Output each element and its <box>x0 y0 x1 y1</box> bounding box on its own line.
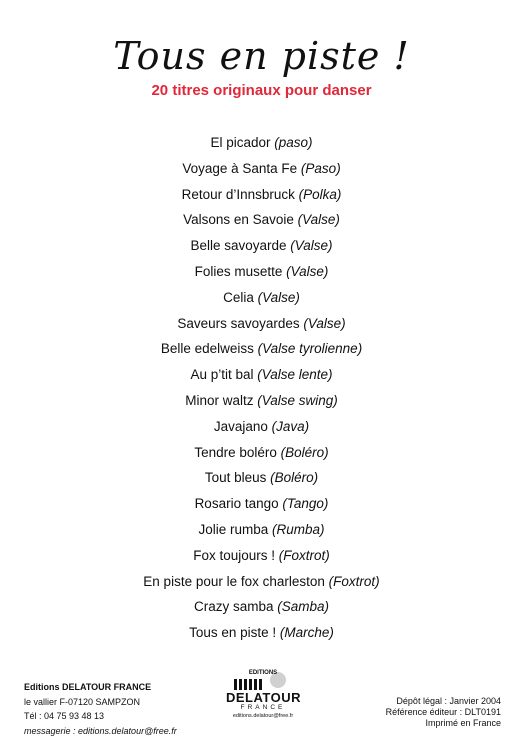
legal-depot: Dépôt légal : Janvier 2004 <box>396 696 501 706</box>
legal-reference: Référence éditeur : DLT0191 <box>385 707 501 717</box>
track-name: Saveurs savoyardes <box>177 315 300 331</box>
publisher-email: messagerie : editions.delatour@free.fr <box>24 725 177 736</box>
page-title: Tous en piste ! <box>113 34 410 78</box>
track-item <box>0 289 523 315</box>
track-name: Tendre boléro <box>194 444 277 460</box>
track-name: Minor waltz <box>185 392 254 408</box>
legal-block <box>386 696 501 729</box>
track-style: (Foxtrot) <box>328 573 380 589</box>
logo-email: editions.delatour@free.fr <box>232 713 294 719</box>
track-style: (Foxtrot) <box>278 547 330 563</box>
track-style: (Tango) <box>282 496 329 512</box>
track-name: Javajano <box>213 418 268 434</box>
track-name: Crazy samba <box>193 599 274 615</box>
track-name: Retour d’Innsbruck <box>181 186 295 202</box>
track-name: Tous en piste ! <box>189 625 277 641</box>
legal-printed: Imprimé en France <box>425 718 501 728</box>
track-name: Tout bleus <box>204 470 267 486</box>
track-style: (Boléro) <box>270 470 319 486</box>
track-style: (Java) <box>271 418 310 434</box>
track-style: (Valse) <box>303 315 346 331</box>
track-item <box>0 160 523 186</box>
track-item <box>0 237 523 263</box>
publisher-block <box>24 680 177 738</box>
track-item <box>0 211 523 237</box>
track-name: El picador <box>210 135 271 150</box>
track-item <box>0 469 523 495</box>
track-style: (Paso) <box>300 160 341 176</box>
track-name: Au p’tit bal <box>190 367 254 383</box>
track-item <box>0 134 523 160</box>
track-style: (Valse) <box>290 238 333 254</box>
publisher-phone: Tél : 04 75 93 48 13 <box>24 711 105 721</box>
track-item <box>0 366 523 392</box>
track-item <box>0 340 523 366</box>
track-name: En piste pour le fox charleston <box>143 573 325 589</box>
track-item <box>0 547 523 573</box>
track-item <box>0 315 523 341</box>
track-item <box>0 444 523 470</box>
track-style: (Polka) <box>298 186 342 202</box>
track-style: (Marche) <box>279 625 334 641</box>
track-item <box>0 598 523 624</box>
track-item <box>0 186 523 212</box>
track-item <box>0 624 523 650</box>
track-name: Belle savoyarde <box>190 238 287 254</box>
track-style: (Valse tyrolienne) <box>257 341 363 357</box>
delatour-logo <box>226 670 300 742</box>
track-name: Belle edelweiss <box>160 341 254 357</box>
track-style: (Boléro) <box>280 444 329 460</box>
publisher-address: le vallier F-07120 SAMPZON <box>24 696 141 707</box>
track-name: Valsons en Savoie <box>183 212 294 228</box>
logo-editions: EDITIONS <box>248 670 278 676</box>
track-item <box>0 573 523 599</box>
track-name: Fox toujours ! <box>193 547 275 563</box>
publisher-name: Editions DELATOUR FRANCE <box>24 682 152 692</box>
track-item <box>0 418 523 444</box>
logo-brand: DELATOUR <box>226 690 302 705</box>
track-style: (Valse swing) <box>257 392 338 408</box>
track-style: (Valse lente) <box>257 367 333 383</box>
track-item <box>0 263 523 289</box>
track-name: Voyage à Santa Fe <box>182 160 298 176</box>
track-name: Celia <box>223 289 254 305</box>
track-style: (Valse) <box>297 212 340 228</box>
track-style: (Valse) <box>257 289 300 305</box>
logo-country: FRANCE <box>240 704 286 711</box>
track-style: (paso) <box>274 135 313 150</box>
subtitle: 20 titres originaux pour danser <box>151 82 372 99</box>
track-name: Rosario tango <box>194 496 279 512</box>
track-item <box>0 495 523 521</box>
track-name: Folies musette <box>194 263 283 279</box>
track-style: (Samba) <box>277 599 330 615</box>
track-style: (Valse) <box>286 263 329 279</box>
track-style: (Rumba) <box>272 521 325 537</box>
track-item <box>0 521 523 547</box>
track-name: Jolie rumba <box>198 521 269 537</box>
track-list <box>0 134 523 650</box>
track-item <box>0 392 523 418</box>
